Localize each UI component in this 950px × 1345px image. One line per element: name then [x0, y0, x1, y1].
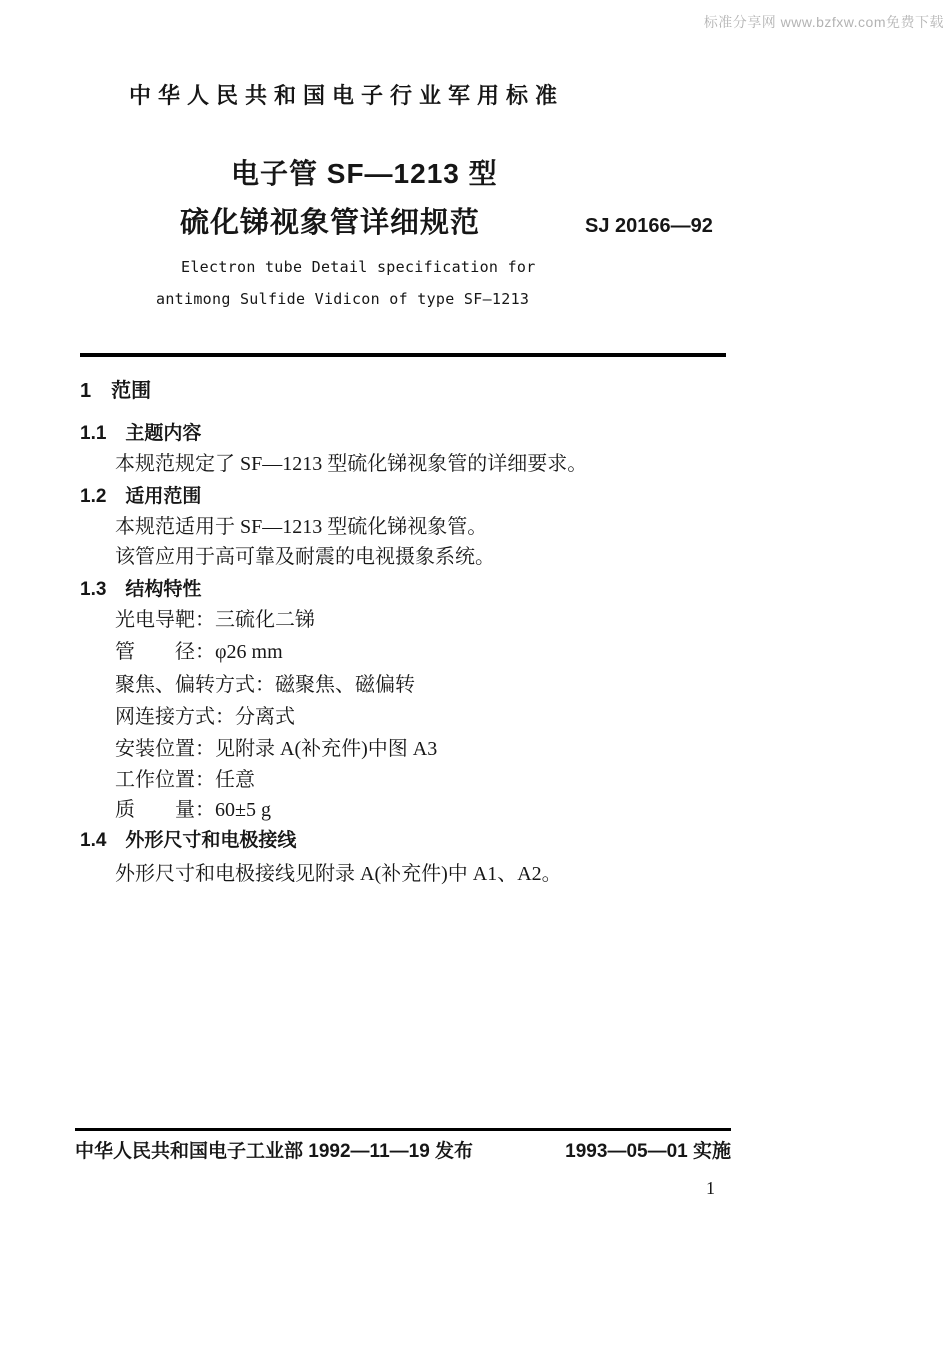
footer-effective-text: 1993—05—01 实施: [565, 1141, 731, 1162]
spec-item: 光电导靶：三硫化二锑: [115, 609, 315, 631]
spec-item: 网连接方式：分离式: [115, 706, 295, 728]
spec-item: 质 量：60±5 g: [115, 799, 271, 821]
clause-heading: 1.4 外形尺寸和电极接线: [80, 830, 297, 851]
watermark: 标准分享网 www.bzfxw.com免费下载: [703, 14, 944, 30]
standard-class-heading: 中华人民共和国电子行业军用标准: [129, 83, 565, 108]
clause-heading: 1.2 适用范围: [80, 486, 202, 507]
spec-item: 聚焦、偏转方式：磁聚焦、磁偏转: [115, 674, 415, 696]
body-paragraph: 该管应用于高可靠及耐震的电视摄象系统。: [115, 546, 495, 568]
horizontal-rule-top: [80, 353, 726, 357]
footer: [75, 1136, 731, 1163]
spec-item: 安装位置：见附录 A(补充件)中图 A3: [115, 738, 438, 760]
footer-issued-text: 中华人民共和国电子工业部 1992—11—19 发布: [75, 1141, 474, 1162]
body-paragraph: 本规范规定了 SF—1213 型硫化锑视象管的详细要求。: [115, 453, 588, 475]
title-line-2: 硫化锑视象管详细规范: [180, 207, 481, 239]
standard-number: SJ 20166—92: [585, 215, 713, 237]
body-paragraph: 本规范适用于 SF—1213 型硫化锑视象管。: [115, 516, 488, 538]
spec-item: 工作位置：任意: [115, 769, 255, 791]
horizontal-rule-bottom: [75, 1128, 731, 1131]
spec-item: 管 径：φ26 mm: [115, 641, 283, 663]
section-heading: 1 范围: [80, 380, 152, 402]
clause-heading: 1.1 主题内容: [80, 423, 202, 444]
title-english-line-2: antimong Sulfide Vidicon of type SF—1213: [156, 290, 530, 308]
page-number: 1: [706, 1178, 715, 1198]
clause-heading: 1.3 结构特性: [80, 579, 202, 600]
title-line-1: 电子管 SF—1213 型: [231, 158, 498, 189]
body-paragraph: 外形尺寸和电极接线见附录 A(补充件)中 A1、A2。: [115, 863, 562, 885]
title-english-line-1: Electron tube Detail specification for: [181, 258, 536, 276]
